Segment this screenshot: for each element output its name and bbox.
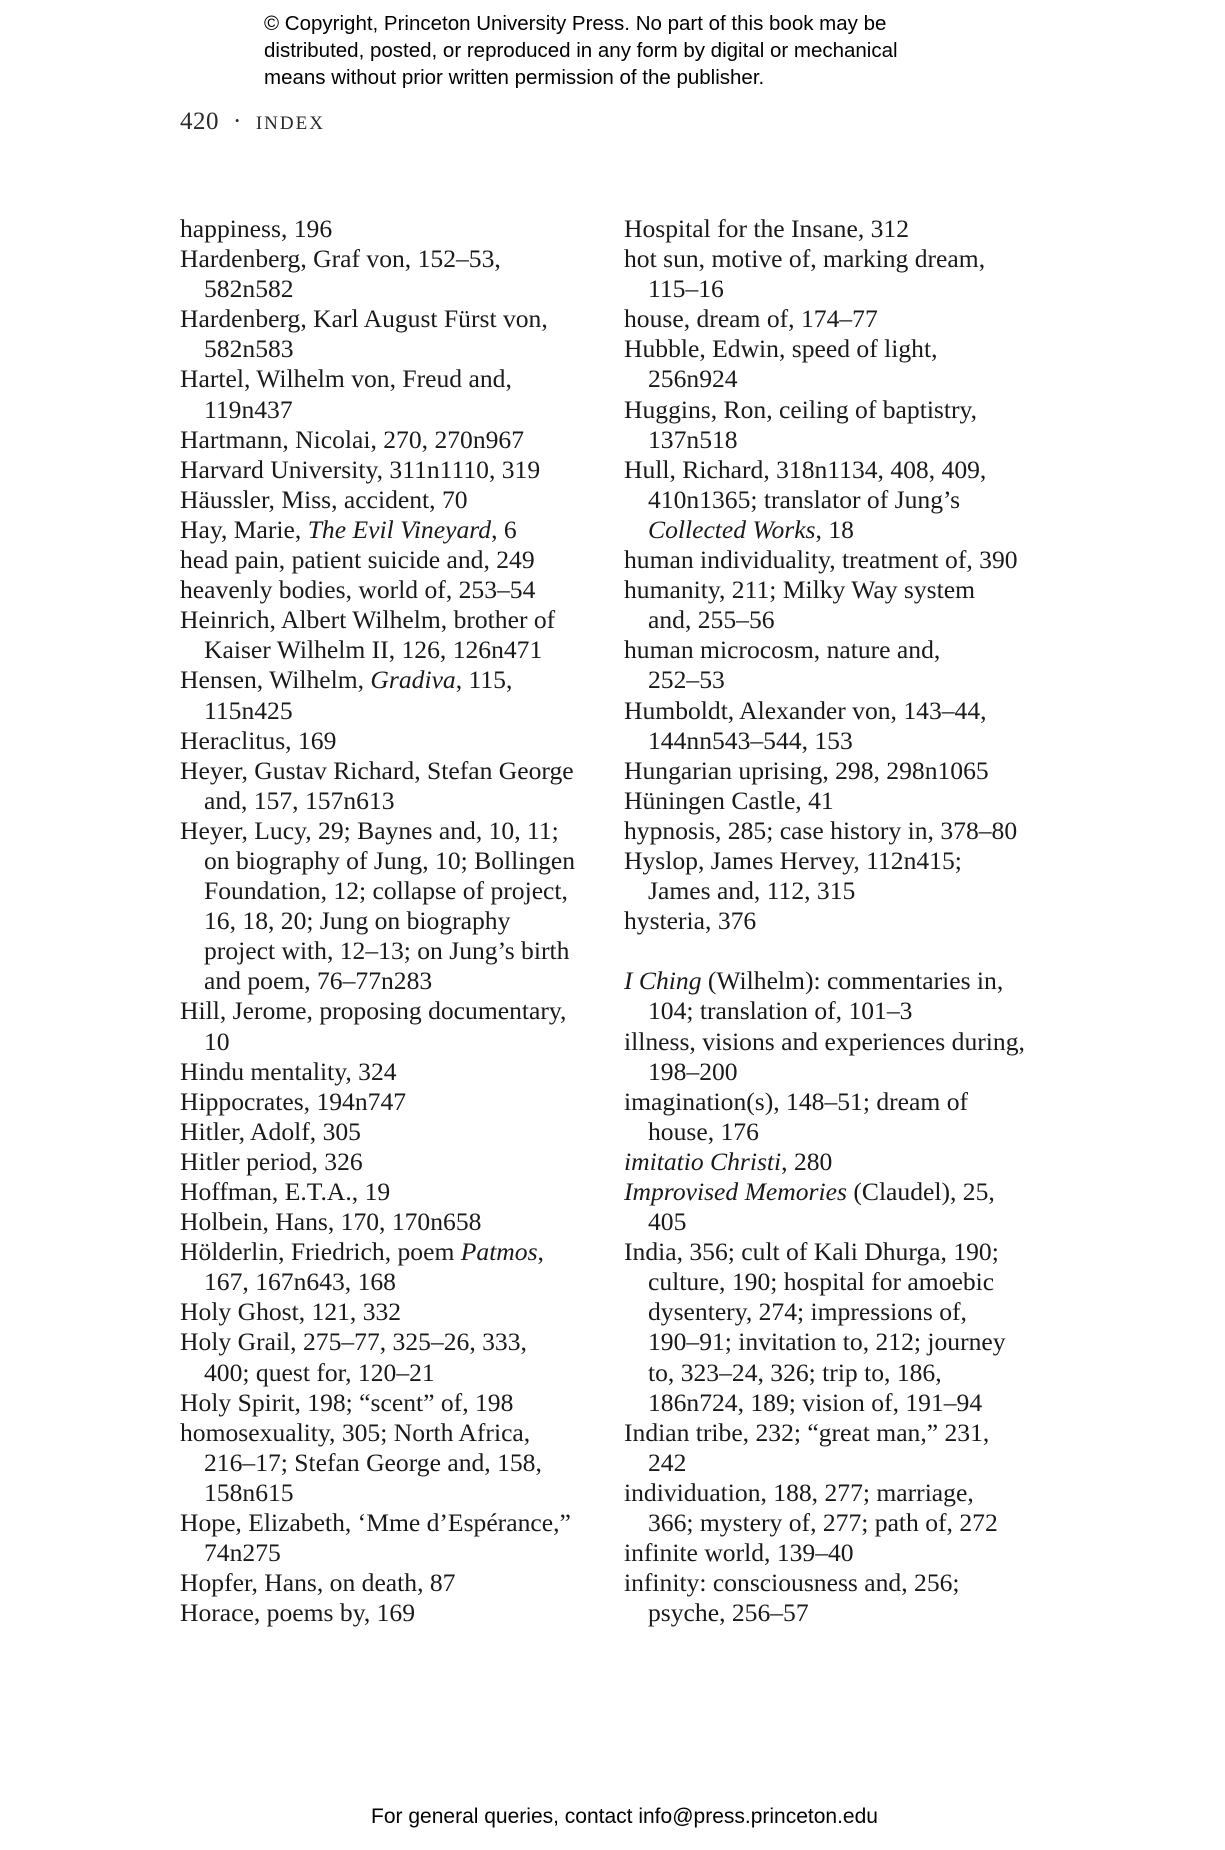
- index-entry: Hungarian uprising, 298, 298n1065: [624, 755, 989, 785]
- copyright-line: distributed, posted, or reproduced in any form by digital or mechanical: [264, 39, 898, 62]
- index-entry: Horace, poems by, 169: [180, 1598, 416, 1628]
- index-entry: Hüningen Castle, 41: [624, 785, 834, 815]
- index-entry: head pain, patient suicide and, 249: [180, 545, 535, 575]
- section-title: INDEX: [255, 113, 325, 134]
- index-entry: Hill, Jerome, proposing documentary, 10: [180, 996, 567, 1056]
- letter-break: [624, 936, 1054, 966]
- index-entry: humanity, 211; Milky Way system and, 255–56: [624, 575, 976, 635]
- index-entry: happiness, 196: [180, 214, 333, 243]
- index-entry: house, dream of, 174–77: [624, 304, 878, 334]
- index-entry: Indian tribe, 232; “great man,” 231, 242: [624, 1417, 990, 1477]
- index-entry: Hubble, Edwin, speed of light, 256n924: [624, 334, 938, 394]
- footer: [0, 1805, 1225, 1829]
- copyright-line: © Copyright, Princeton University Press. No part of this book may be: [264, 12, 887, 35]
- index-entry: Hospital for the Insane, 312: [624, 214, 910, 243]
- index-entry: Holy Spirit, 198; “scent” of, 198: [180, 1387, 514, 1417]
- index-entry: Holy Ghost, 121, 332: [180, 1297, 402, 1327]
- index-entry: Hitler, Adolf, 305: [180, 1116, 361, 1146]
- index-column-left: [180, 214, 605, 1628]
- index-entry: heavenly bodies, world of, 253–54: [180, 575, 536, 605]
- running-head-separator: ·: [233, 108, 242, 135]
- index-entry: hypnosis, 285; case history in, 378–80: [624, 815, 1018, 845]
- index-entry: Hardenberg, Graf von, 152–53, 582n582: [180, 244, 501, 304]
- index-column-right: [624, 214, 1054, 1628]
- index-entry: hot sun, motive of, marking dream, 115–16: [624, 244, 986, 304]
- index-entry: Häussler, Miss, accident, 70: [180, 484, 468, 514]
- index-entry: Heyer, Gustav Richard, Stefan George and, 157, 157n613: [180, 755, 574, 815]
- footer-text: For general queries, contact info@press.princeton.edu: [371, 1805, 878, 1828]
- index-entry: Improvised Memories (Claudel), 25, 405: [624, 1177, 995, 1237]
- index-entry: human individuality, treatment of, 390: [624, 545, 1018, 575]
- copyright-line: means without prior written permission of the publisher.: [264, 66, 765, 89]
- index-entry: imagination(s), 148–51; dream of house, 176: [624, 1086, 969, 1146]
- copyright-notice: [264, 10, 1024, 91]
- index-entry: India, 356; cult of Kali Dhurga, 190; culture, 190; hospital for amoebic dysentery, 274; impressions of, 190–91; invitation to, 212; journey to, 323–24, 326; trip to, 186, 186n724, 189; vision of, 191–94: [624, 1237, 1006, 1417]
- index-entry: Holy Grail, 275–77, 325–26, 333, 400; quest for, 120–21: [180, 1327, 527, 1387]
- index-entry: Harvard University, 311n1110, 319: [180, 454, 541, 484]
- index-entry: Humboldt, Alexander von, 143–44, 144nn543–544, 153: [624, 695, 987, 755]
- index-entry: Holbein, Hans, 170, 170n658: [180, 1207, 482, 1237]
- index-entry: Hippocrates, 194n747: [180, 1086, 407, 1116]
- index-entry: Heinrich, Albert Wilhelm, brother of Kaiser Wilhelm II, 126, 126n471: [180, 605, 556, 665]
- index-entry: Hopfer, Hans, on death, 87: [180, 1568, 456, 1598]
- index-entry: Hyslop, James Hervey, 112n415; James and, 112, 315: [624, 845, 962, 906]
- index-entry: Hartel, Wilhelm von, Freud and, 119n437: [180, 364, 512, 424]
- index-entry: I Ching (Wilhelm): commentaries in, 104; translation of, 101–3: [624, 966, 1004, 1026]
- index-entry: illness, visions and experiences during, 198–200: [624, 1026, 1025, 1086]
- index-entry: Heraclitus, 169: [180, 725, 337, 755]
- index-entry: Hensen, Wilhelm, Gradiva, 115, 115n425: [180, 665, 513, 725]
- index-entry: Hull, Richard, 318n1134, 408, 409, 410n1365; translator of Jung’s Collected Works, 18: [624, 454, 987, 544]
- index-entry: human microcosm, nature and, 252–53: [624, 635, 941, 695]
- index-entry: Huggins, Ron, ceiling of baptistry, 137n518: [624, 394, 978, 454]
- page-number: 420: [180, 108, 219, 135]
- index-entry: Hoffman, E.T.A., 19: [180, 1177, 391, 1206]
- index-entry: Hartmann, Nicolai, 270, 270n967: [180, 424, 525, 454]
- index-entry: Hitler period, 326: [180, 1146, 363, 1176]
- index-entry: Hardenberg, Karl August Fürst von, 582n583: [180, 304, 548, 364]
- index-entry: infinite world, 139–40: [624, 1538, 854, 1568]
- index-entry: Heyer, Lucy, 29; Baynes and, 10, 11; on biography of Jung, 10; Bollingen Foundation, 12; collapse of project, 16, 18, 20; Jung on biography project with, 12–13; on Jung’s birth and poem, 76–77n283: [180, 815, 576, 996]
- index-entry: individuation, 188, 277; marriage, 366; mystery of, 277; path of, 272: [624, 1477, 998, 1538]
- index-entry: imitatio Christi, 280: [624, 1146, 833, 1176]
- running-head: [180, 108, 325, 136]
- index-entry: homosexuality, 305; North Africa, 216–17; Stefan George and, 158, 158n615: [180, 1417, 542, 1507]
- index-entry: Hölderlin, Friedrich, poem Patmos, 167, 167n643, 168: [180, 1237, 544, 1297]
- index-entry: Hay, Marie, The Evil Vineyard, 6: [180, 514, 517, 544]
- index-entry: Hope, Elizabeth, ‘Mme d’Espérance,” 74n275: [180, 1508, 571, 1568]
- index-entry: infinity: consciousness and, 256; psyche, 256–57: [624, 1568, 960, 1628]
- index-entry: Hindu mentality, 324: [180, 1056, 397, 1086]
- index-entry: hysteria, 376: [624, 906, 757, 936]
